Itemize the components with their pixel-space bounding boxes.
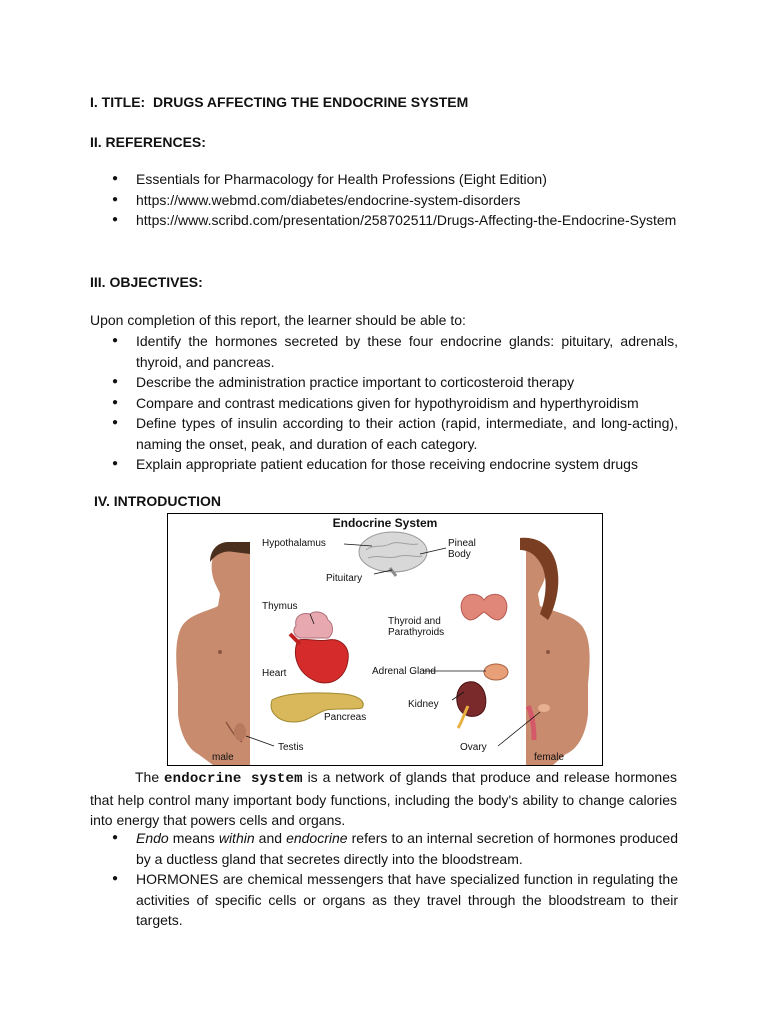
references-heading: II. REFERENCES:: [90, 134, 206, 150]
title-prefix: I. TITLE:: [90, 94, 146, 110]
label-thyroid-2: Parathyroids: [388, 627, 445, 638]
intro-text-post: is a network of glands that produce and release hormones that help control many important body functions, including the body's ability to change calories into energy that powers cells and organs.: [90, 769, 678, 828]
bullet-text: means: [168, 830, 219, 846]
intro-text-pre: The: [135, 769, 165, 785]
female-body-illustration: [520, 514, 602, 765]
label-heart: Heart: [262, 668, 287, 679]
reference-item[interactable]: [112, 210, 678, 231]
reference-text: Essentials for Pharmacology for Health Professions (Eight Edition): [136, 171, 547, 187]
label-pineal-1: Pineal: [448, 538, 476, 549]
introduction-heading: IV. INTRODUCTION: [94, 493, 222, 509]
label-testis: Testis: [278, 742, 304, 753]
reference-link[interactable]: https://www.webmd.com/diabetes/endocrine-system-disorders: [136, 191, 521, 208]
label-pineal-2: Body: [448, 549, 471, 560]
references-list: [112, 169, 678, 231]
bullet-text: refers to an internal secretion of hormones produced by a ductless gland that secretes directly into the bloodstream.: [136, 830, 679, 867]
intro-term-endocrine-system: endocrine system: [164, 771, 303, 787]
objectives-heading: III. OBJECTIVES:: [90, 274, 203, 290]
objective-item: ● Compare and contrast medications given for hypothyroidism and hyperthyroidism: [112, 393, 678, 414]
label-hypothalamus: Hypothalamus: [262, 538, 326, 549]
introduction-paragraph: [90, 767, 677, 831]
term-endocrine: endocrine: [286, 830, 348, 846]
label-thyroid-1: Thyroid and: [388, 616, 441, 627]
objectives-list: [112, 331, 678, 475]
endocrine-diagram: [168, 514, 602, 765]
label-ovary: Ovary: [460, 742, 487, 753]
brain-illustration: [359, 532, 427, 576]
label-adrenal: Adrenal Gland: [372, 666, 436, 677]
introduction-list: [112, 828, 678, 931]
objective-item: ● Identify the hormones secreted by these four endocrine glands: pituitary, adrenals, thyroid, and pancreas.: [112, 331, 678, 372]
document-title: [90, 92, 468, 112]
term-within: within: [218, 830, 255, 846]
label-pituitary: Pituitary: [326, 573, 363, 584]
endocrine-system-figure: [167, 513, 603, 766]
thyroid-illustration: [461, 594, 507, 620]
reference-item: [112, 169, 678, 190]
title-text: DRUGS AFFECTING THE ENDOCRINE SYSTEM: [153, 94, 469, 110]
intro-bullet-endo: [112, 828, 678, 869]
objective-item: ● Describe the administration practice important to corticosteroid therapy: [112, 372, 678, 393]
reference-link[interactable]: https://www.scribd.com/presentation/258702511/Drugs-Affecting-the-Endocrine-System: [136, 212, 677, 228]
male-body-illustration: [168, 514, 250, 765]
figure-title: Endocrine System: [332, 516, 438, 530]
label-pancreas: Pancreas: [324, 712, 367, 723]
label-kidney: Kidney: [408, 699, 439, 710]
intro-bullet-hormones: ● HORMONES are chemical messengers that have specialized function in regulating the activities of specific cells or organs as they travel through the bloodstream to their targets.: [112, 869, 678, 931]
objectives-intro: Upon completion of this report, the learner should be able to:: [90, 312, 466, 328]
adrenal-kidney-illustration: [457, 664, 508, 728]
term-endo: Endo: [136, 830, 169, 846]
reference-item[interactable]: [112, 190, 678, 211]
objective-item: ● Define types of insulin according to their action (rapid, intermediate, and long-acting), naming the onset, peak, and duration of each category.: [112, 413, 678, 454]
label-female: female: [534, 752, 565, 763]
bullet-text: and: [254, 830, 287, 846]
heart-thymus-illustration: [290, 612, 348, 683]
objective-item: ● Explain appropriate patient education for those receiving endocrine system drugs: [112, 454, 678, 475]
label-thymus: Thymus: [262, 601, 298, 612]
label-male: male: [212, 752, 234, 763]
